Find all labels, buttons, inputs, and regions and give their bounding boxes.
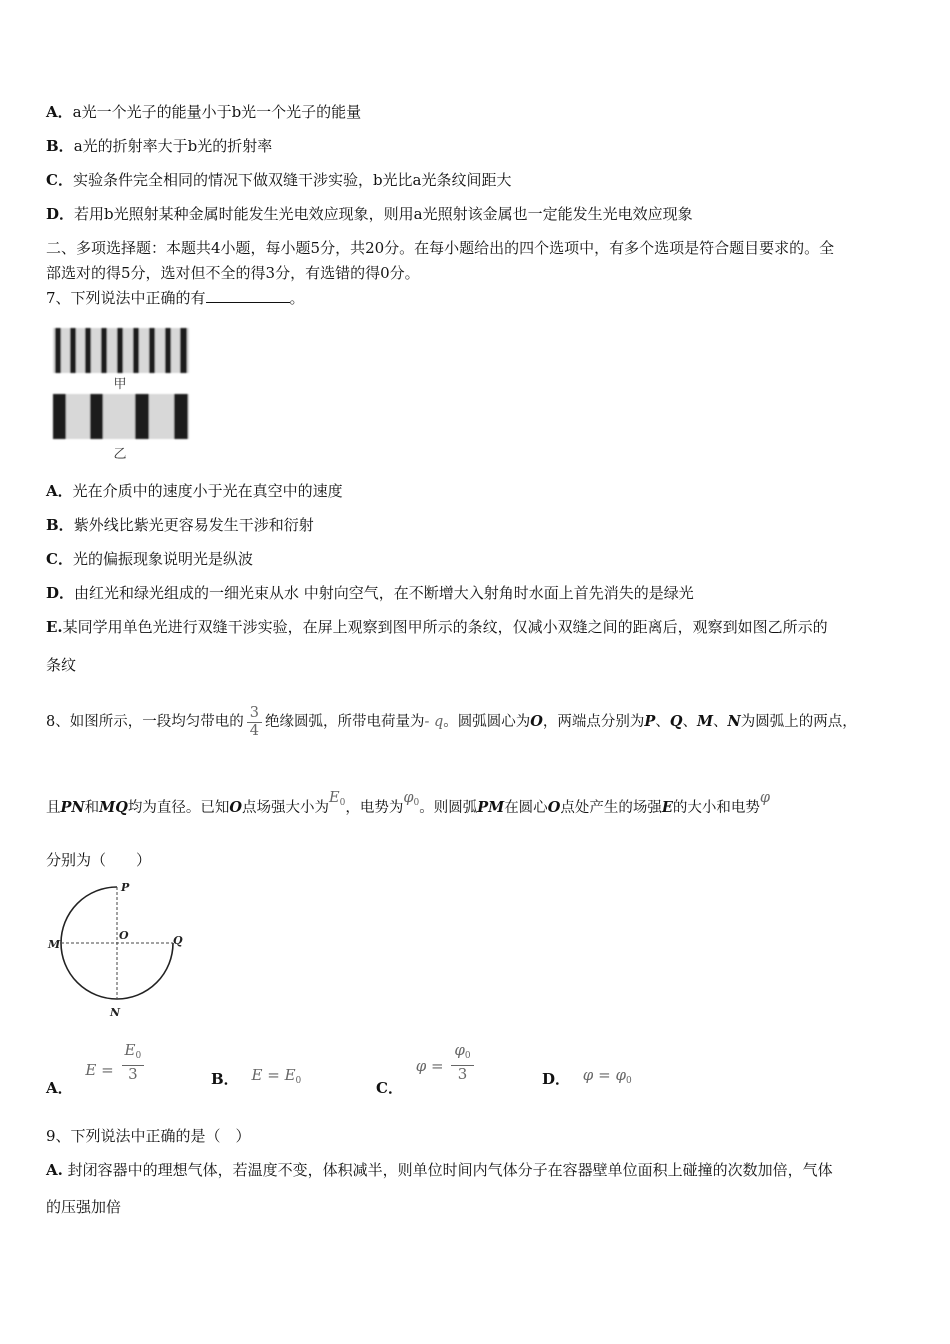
q8-text: 点场强大小为 [242, 800, 329, 816]
fraction-E0-over-3 [122, 1042, 145, 1083]
q9-option-a [46, 1160, 833, 1180]
subscript: 0 [464, 1051, 471, 1061]
q7-stem-text: 7、下列说法中正确的有 [46, 289, 206, 307]
option-label: B． [46, 137, 74, 155]
equals: = [431, 1056, 444, 1075]
q8-text: 。圆弧圆心为 [443, 714, 531, 730]
option-label: A． [46, 1078, 73, 1097]
q8-text: 点处产生的场强 [560, 800, 662, 816]
fig-label-O: O [119, 929, 129, 942]
q6-option-d [46, 204, 693, 224]
frac-num: E [124, 1041, 136, 1059]
q8-option-c [376, 1041, 477, 1097]
q7-option-d [46, 583, 694, 603]
option-label: B． [211, 1070, 239, 1088]
q7-option-b [46, 515, 314, 535]
option-text: 光在介质中的速度小于光在真空中的速度 [72, 482, 343, 500]
section2-line2: 部选对的得5分，选对但不全的得3分，有选错的得0分。 [46, 264, 420, 282]
q8-text: ，电势为 [345, 800, 404, 816]
q6-option-c [46, 170, 512, 190]
option-label: C． [46, 550, 73, 568]
q8-sep: 、 [655, 714, 670, 730]
q8-text: 和 [84, 800, 100, 816]
subscript: 0 [339, 798, 346, 808]
option-label: A． [46, 103, 73, 121]
option-label: C． [376, 1078, 403, 1097]
frac-den: 4 [249, 722, 259, 739]
q9-stem: 9、下列说法中正确的是（ ） [46, 1127, 251, 1145]
equals: = [267, 1066, 280, 1084]
q8-text: 且 [46, 800, 61, 816]
q8-text: 均为直径。已知 [127, 800, 230, 816]
fig-label-N: N [110, 1006, 121, 1019]
option-text: 封闭容器中的理想气体，若温度不变，体积减半，则单位时间内气体分子在容器壁单位面积上碰撞的次数加倍，气体 [67, 1161, 833, 1179]
symbol-E: E [284, 1066, 296, 1084]
option-text: 若用b光照射某种金属时能发生光电效应现象，则用a光照射该金属也一定能发生光电效应现象 [74, 205, 693, 223]
option-label: B． [46, 516, 74, 534]
fraction-three-quarters [247, 705, 262, 740]
option-text: 由红光和绿光组成的一细光束从水 中射向空气，在不断增大入射角时水面上首先消失的是绿光 [74, 584, 694, 602]
option-text: 光的偏振现象说明光是纵波 [72, 550, 253, 568]
q8-sep: 、 [682, 714, 697, 730]
q8-option-a [46, 1041, 147, 1097]
symbol-phi: φ [759, 790, 771, 806]
frac-den: 3 [457, 1065, 468, 1083]
answer-blank [206, 288, 290, 303]
fringe-pattern-top [53, 328, 189, 373]
option-label: D． [46, 205, 75, 223]
symbol-E: E [85, 1060, 97, 1079]
point-P: P [644, 713, 656, 730]
q7-stem-end: 。 [289, 289, 305, 307]
symbol-phi: φ [403, 790, 414, 806]
q6-option-a [46, 102, 361, 122]
frac-num: φ [454, 1041, 465, 1059]
option-text: a光的折射率大于b光的折射率 [73, 137, 273, 155]
symbol-phi: φ [415, 1056, 427, 1075]
arc-PM: PM [477, 799, 505, 816]
subscript: 0 [413, 798, 420, 808]
q8-stem-line2 [46, 790, 771, 823]
point-O: O [547, 799, 561, 816]
point-O: O [530, 713, 543, 730]
option-text: 紫外线比紫光更容易发生干涉和衍射 [73, 516, 314, 534]
fig-label-jia: 甲 [113, 377, 127, 392]
fringe-figure [50, 322, 192, 462]
q8-text: ，两端点分别为 [542, 714, 645, 730]
q8-stem-line3: 分别为（ ） [46, 851, 152, 869]
q8-text: 绝缘圆弧，所带电荷量为 [264, 714, 425, 730]
subscript: 0 [295, 1076, 302, 1086]
q8-sep: 、 [713, 714, 728, 730]
point-N: N [727, 713, 741, 730]
fraction-phi0-over-3 [451, 1042, 473, 1083]
option-text: a光一个光子的能量小于b光一个光子的能量 [72, 103, 362, 121]
subscript: 0 [625, 1076, 632, 1086]
option-label: C． [46, 171, 73, 189]
equals: = [598, 1066, 611, 1084]
option-text: 某同学用单色光进行双缝干涉实验，在屏上观察到图甲所示的条纹，仅减小双缝之间的距离后，观察到如图乙所示的 [62, 618, 828, 636]
fringe-pattern-bottom [53, 394, 189, 439]
option-label: E. [46, 618, 63, 636]
q7-option-a [46, 481, 343, 501]
q8-stem-line1 [46, 702, 857, 742]
q6-option-b [46, 136, 272, 156]
fig-label-P: P [121, 881, 130, 894]
q9-option-a-cont: 的压强加倍 [46, 1198, 122, 1216]
symbol-E: E [661, 799, 673, 816]
option-text: 实验条件完全相同的情况下做双缝干涉实验，b光比a光条纹间距大 [72, 171, 512, 189]
option-label: D． [46, 584, 75, 602]
q7-option-c [46, 549, 253, 569]
point-M: M [696, 713, 714, 730]
fig-label-yi: 乙 [113, 447, 127, 462]
segment-MQ: MQ [99, 799, 128, 816]
frac-num: 3 [247, 705, 262, 723]
q8-option-d [542, 1064, 632, 1086]
option-label: A. [46, 1161, 63, 1179]
point-Q: Q [669, 713, 683, 730]
symbol-phi: φ [615, 1066, 626, 1084]
q8-text: 的大小和电势 [672, 800, 760, 816]
q8-text: 在圆心 [504, 800, 548, 816]
option-label: D． [542, 1070, 571, 1088]
symbol-E0 [329, 790, 345, 806]
point-O: O [229, 799, 242, 816]
q8-text: 为圆弧上的两点， [740, 714, 857, 730]
option-label: A． [46, 482, 73, 500]
equals: = [101, 1060, 114, 1079]
q7-stem [46, 288, 305, 308]
segment-PN: PN [60, 799, 85, 816]
symbol-phi0 [403, 790, 419, 806]
symbol-E: E [251, 1066, 263, 1084]
circle-arc-figure [44, 880, 194, 1020]
charge-symbol: - q [424, 714, 444, 730]
fig-label-M: M [48, 938, 61, 951]
symbol-phi: φ [582, 1066, 594, 1084]
fig-label-Q: Q [173, 934, 183, 947]
frac-den: 3 [128, 1065, 138, 1083]
q8-text: 。则圆弧 [419, 800, 478, 816]
q8-option-b [211, 1064, 301, 1086]
symbol-E: E [329, 790, 340, 806]
subscript: 0 [135, 1051, 142, 1061]
section2-line1: 二、多项选择题：本题共4小题，每小题5分，共20分。在每小题给出的四个选项中，有多个选项是符合题目要求的。全 [46, 239, 835, 257]
q7-option-e-cont: 条纹 [46, 656, 77, 674]
q8-text: 8、如图所示，一段均匀带电的 [46, 714, 244, 730]
q7-option-e [46, 617, 828, 637]
